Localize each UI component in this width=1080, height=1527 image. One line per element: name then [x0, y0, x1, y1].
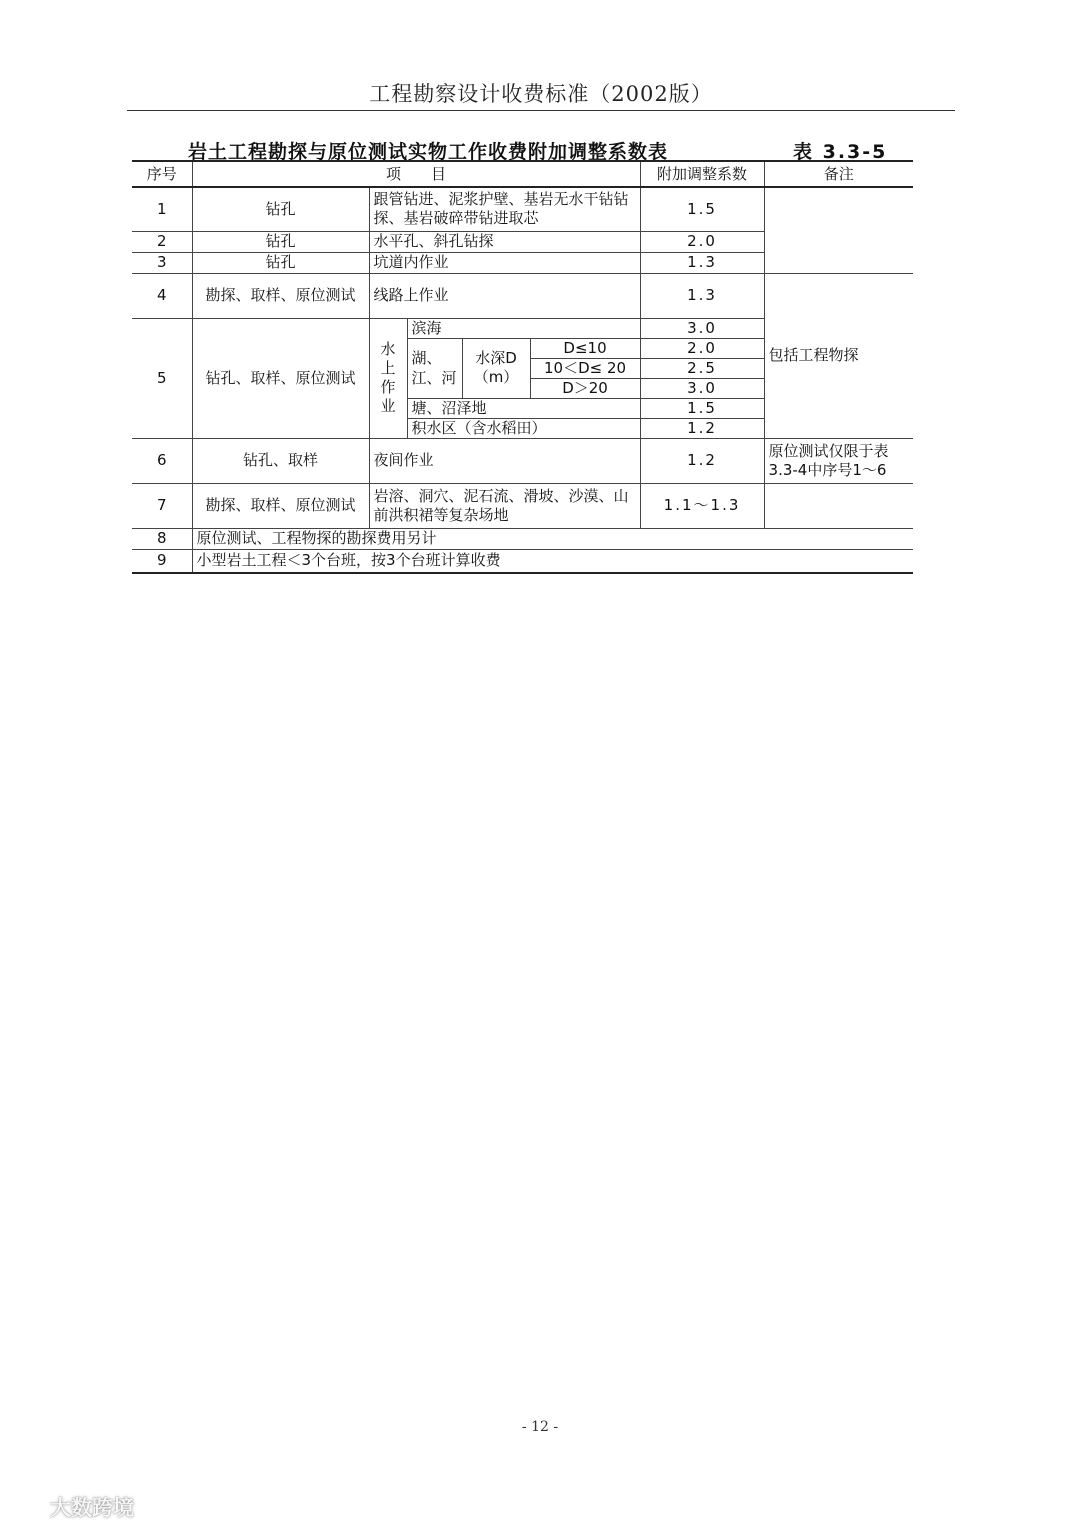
row-coefficient: 1.1～1.3 [640, 483, 764, 528]
page-number: - 12 - [521, 1419, 559, 1435]
row-remark-empty [764, 187, 913, 273]
watermark-text: 大数跨境 [50, 1496, 134, 1520]
row-seq: 8 [132, 528, 192, 549]
header-remark: 备注 [764, 161, 913, 187]
table-row [132, 528, 913, 549]
row-seq: 2 [132, 231, 192, 252]
row-condition: 岩溶、洞穴、泥石流、滑坡、沙漠、山前洪积裙等复杂场地 [369, 483, 640, 528]
row-seq: 5 [132, 318, 192, 438]
row-category: 勘探、取样、原位测试 [192, 483, 369, 528]
pond-label: 塘、沼泽地 [407, 398, 640, 418]
depth-coefficient: 2.0 [640, 338, 764, 358]
header-seq: 序号 [132, 161, 192, 187]
table-row [132, 273, 913, 318]
row-seq: 9 [132, 549, 192, 573]
depth-condition: D＞20 [530, 378, 640, 398]
watermark [10, 1492, 134, 1522]
table-header-row [132, 161, 913, 187]
row-coefficient: 1.5 [640, 187, 764, 231]
water-depth-label: 水深D（m） [462, 338, 530, 398]
row-category: 钻孔 [192, 231, 369, 252]
row-coefficient: 1.3 [640, 273, 764, 318]
row-coefficient: 1.3 [640, 252, 764, 273]
row-note: 小型岩土工程＜3个台班，按3个台班计算收费 [192, 549, 913, 573]
row-seq: 7 [132, 483, 192, 528]
row-coefficient: 2.0 [640, 231, 764, 252]
row-condition: 夜间作业 [369, 438, 640, 483]
row-category: 钻孔 [192, 187, 369, 231]
row-condition: 跟管钻进、泥浆护壁、基岩无水干钻钻探、基岩破碎带钻进取芯 [369, 187, 640, 231]
coastal-label: 滨海 [407, 318, 640, 338]
table-row [132, 483, 913, 528]
header-rule [127, 110, 955, 111]
row-category: 钻孔 [192, 252, 369, 273]
row-condition: 坑道内作业 [369, 252, 640, 273]
depth-condition: 10＜D≤ 20 [530, 358, 640, 378]
row-seq: 4 [132, 273, 192, 318]
row-coefficient: 1.2 [640, 438, 764, 483]
coastal-coefficient: 3.0 [640, 318, 764, 338]
row-category: 钻孔、取样、原位测试 [192, 318, 369, 438]
chat-bubble-logo-icon [10, 1494, 44, 1520]
depth-condition: D≤10 [530, 338, 640, 358]
row-remark-empty [764, 483, 913, 528]
row-note: 原位测试、工程物探的勘探费用另计 [192, 528, 913, 549]
row-seq: 1 [132, 187, 192, 231]
running-header: 工程勘察设计收费标准（2002版） [369, 82, 713, 106]
pond-coefficient: 1.5 [640, 398, 764, 418]
row-seq: 6 [132, 438, 192, 483]
header-coefficient: 附加调整系数 [640, 161, 764, 187]
table-row [132, 438, 913, 483]
table-title: 岩土工程勘探与原位测试实物工作收费附加调整系数表 [188, 141, 669, 163]
row-category: 勘探、取样、原位测试 [192, 273, 369, 318]
waterlogged-coefficient: 1.2 [640, 418, 764, 438]
row-condition: 线路上作业 [369, 273, 640, 318]
table-number: 表 3.3-5 [793, 141, 888, 163]
row-seq: 3 [132, 252, 192, 273]
row-condition: 水平孔、斜孔钻探 [369, 231, 640, 252]
depth-coefficient: 3.0 [640, 378, 764, 398]
row-category: 钻孔、取样 [192, 438, 369, 483]
table-row [132, 187, 913, 231]
water-work-group-label: 水上作业 [369, 318, 407, 438]
row-remark-geophysics: 包括工程物探 [764, 273, 913, 438]
fee-adjustment-table [132, 160, 913, 574]
waterlogged-label: 积水区（含水稻田） [407, 418, 640, 438]
row-remark: 原位测试仅限于表3.3-4中序号1～6 [764, 438, 913, 483]
header-item: 项 目 [192, 161, 640, 187]
table-row [132, 549, 913, 573]
depth-coefficient: 2.5 [640, 358, 764, 378]
lake-river-label: 湖、江、河 [407, 338, 462, 398]
